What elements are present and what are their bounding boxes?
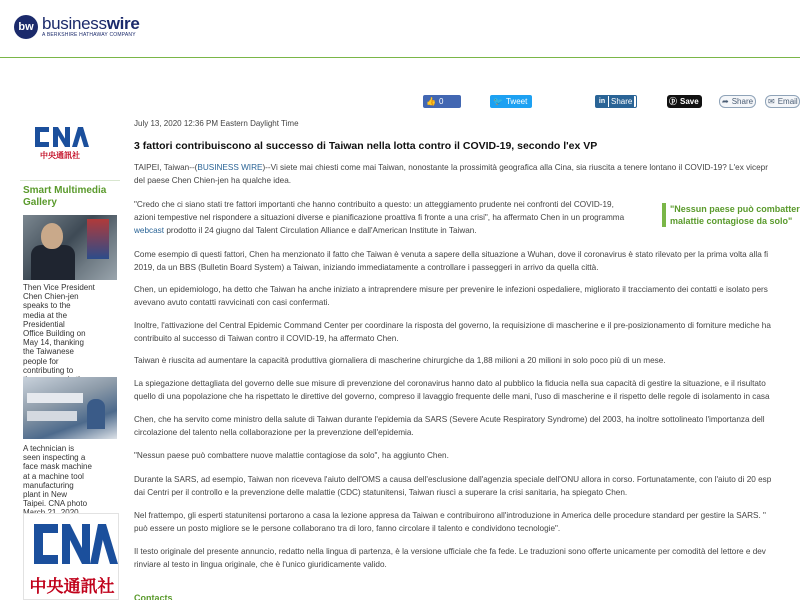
gallery-caption-2: A technician is seen inspecting a face mask machine at a machine tool manufacturing plant in New Taipei. CNA photo — [23, 444, 92, 509]
article: July 13, 2020 12:36 PM Eastern Daylight Time 3 fattori contribuiscono al successo di Taiwan nella lotta contro il COVID-19, secondo l'ex VP TAIPEI, Taiwan--(BUSINESS WIRE)--Vi siete mai chiesti come mai Taiwan, nonostante la prossimità geografica alla Cina, sia riuscita a tenere lontano il COVID-19? L'ex vicepr del paese Chen Chien-jen ha qualche idea. "Credo che ci siano stati tre fattori importanti che hanno contribuito a questo: un atteggiamento prudente nei confronti del COVID-19, azioni tempestive nel rispondere a situazioni diverse e pianificazione proattiva fi fronte a una crisi", ha affermato Chen in un programma webcast prodotto il 24 giugno dal Talent Circulation Alliance e dall'American Institute in Taiwan. Come esempio di questi fattori, Chen ha menzionato il fatto che Taiwan è venuta a sapere della situazione a Wuhan, dove il coronavirus è stato rilevato per la prima volta alla fi 2019, da un BBS (Bulletin Board System) a Taiwan, iniziando immediatamente a controllare i passeggeri in arrivo da quella città. Chen, un epidemiologo, ha detto che Taiwan ha anche iniziato a intraprendere misure per prevenire le infezioni ospedaliere, migliorato il tracciamento dei contatti e isolato pers avevano avuto contatti ravvicinati con casi confermati. Inoltre, l'attivazione del Central Epidemic Command Center per coordinare la risposta del governo, la requisizione di mascherine e il pre-posizionamento di forniture mediche ha contribuito al successo di Taiwan contro il COVID-19, ha affermato Chen. Taiwan è riuscita ad aumentare la capacità produttiva giornaliera di mascherine chirurgiche da 1,88 milioni a 20 milioni in solo poco più di un mese. La spiegazione dettagliata del governo delle sue misure di prevenzione del coronavirus hanno dato al pubblico la fiducia nella sua capacità di gestire la situazione, e il risultato quello di una popolazione che ha rispettato le direttive del governo, compreso il lavaggio frequente delle mani, l'uso di mascherine e il rispetto delle regole di isolamento in casa Chen, che ha servito come ministro della salute di Taiwan durante l'epidemia da SARS (Severe Acute Respiratory Syndrome) del 2003, ha inoltre sottolineato l'importanza dell circolazione del talento nella collaborazione per la prevenzione dell'epidemia. "Nessun paese può combattere nuove malattie contagiose da solo", ha aggiunto Chen. Durante la SARS, ad esempio, Taiwan non riceveva l'aiuto dell'OMS a causa dell'esclusione dall'agenzia speciale dell'ONU allora in corso. Fortunatamente, con l'aiuto di 20 esp dai Centri per il controllo e la prevenzione delle malattie (CDC) statunitensi, Taiwan riuscì a superare la crisi sanitaria, ha spiegato Chen. Nel frattempo, gli esperti statunitensi portarono a casa la lezione appresa da Taiwan e contribuirono all'introduzione in America delle procedure standard per gestire la SARS. " può essere un posto migliore se le persone collaborano tra di loro, fanno circolare il talento e condividono tecnologie". Il testo originale del presente annuncio, redatto nella lingua di partenza, è la versione ufficiale che fa fede. Le traduzioni sono offerte unicamente per comodità del lettore e dev rinviare al testo in lingua originale, che è l'unico giuridicamente valido. Contacts — [134, 119, 800, 128]
cna-large-chinese-label: 中央通訊社 — [29, 577, 115, 597]
site-header — [0, 0, 800, 58]
paragraph-8: Chen, che ha servito come ministro della salute di Taiwan durante l'epidemia da SARS (Severe Acute Respiratory Syndrome) del 2003, ha inoltre sottolineato l'importanza dell — [134, 415, 765, 424]
linkedin-icon: in — [596, 96, 608, 107]
business-wire-link[interactable]: BUSINESS WIRE — [197, 163, 263, 172]
thumbs-up-icon: 👍 — [426, 97, 436, 106]
paragraph-1: TAIPEI, Taiwan--(BUSINESS WIRE)--Vi siete mai chiesti come mai Taiwan, nonostante la prossimità geografica alla Cina, sia riuscita a tenere lontano il COVID-19? L'ex vicepr — [134, 163, 768, 172]
pinterest-icon: ⓟ — [669, 97, 677, 106]
paragraph-12: Il testo originale del presente annuncio, redatto nella lingua di partenza, è la versione ufficiale che fa fede. Le traduzioni sono offerte unicamente per comodità del lettore e dev — [134, 547, 766, 556]
paragraph-5: Inoltre, l'attivazione del Central Epidemic Command Center per coordinare la risposta del governo, la requisizione di mascherine e il pre-posizionamento di forniture mediche ha — [134, 321, 771, 330]
cna-logo-small[interactable] — [25, 125, 95, 161]
contacts-heading: Contacts — [134, 593, 173, 600]
article-date: July 13, 2020 12:36 PM Eastern Daylight Time — [134, 119, 299, 128]
paragraph-6: Taiwan è riuscita ad aumentare la capacità produttiva giornaliera di mascherine chirurgiche da 1,88 milioni a 20 milioni in solo poco più di un mese. — [134, 356, 666, 365]
logo-wordmark: businesswire — [42, 14, 140, 33]
sidebar-divider — [20, 180, 120, 181]
gallery-photo-factory[interactable] — [23, 377, 117, 439]
webcast-link[interactable]: webcast — [134, 226, 165, 235]
pull-quote: "Nessun paese può combatter malattie contagiose da solo" — [662, 203, 800, 227]
linkedin-share-button[interactable]: in Share — [595, 95, 637, 108]
share-button[interactable]: ➦ Share — [719, 95, 756, 108]
paragraph-4: Chen, un epidemiologo, ha detto che Taiwan ha anche iniziato a intraprendere misure per prevenire le infezioni ospedaliere, migliorato il tracciamento dei contatti e isolato pers — [134, 285, 768, 294]
paragraph-2: "Credo che ci siano stati tre fattori importanti che hanno contribuito a questo: un atteggiamento prudente nei confronti del COVID-19, — [134, 200, 614, 209]
cna-logo-large[interactable] — [23, 513, 119, 600]
email-icon: ✉ — [768, 97, 775, 106]
paragraph-3: Come esempio di questi fattori, Chen ha menzionato il fatto che Taiwan è venuta a sapere della situazione a Wuhan, dove il coronavirus è stato rilevato per la prima volta alla fi — [134, 250, 769, 259]
businesswire-logo[interactable] — [14, 15, 140, 39]
cna-small-chinese-label: 中央通訊社 — [40, 151, 80, 160]
paragraph-9: "Nessun paese può combattere nuove malattie contagiose da solo", ha aggiunto Chen. — [134, 451, 449, 460]
logo-mark: bw — [14, 15, 38, 39]
smart-multimedia-gallery-title[interactable]: Smart Multimedia Gallery — [23, 185, 107, 208]
pinterest-save-button[interactable]: ⓟ Save — [667, 95, 702, 108]
paragraph-11: Nel frattempo, gli esperti statunitensi portarono a casa la lezione appresa da Taiwan e contribuirono all'introduzione in America delle procedure standard per gestire la SARS. " — [134, 511, 766, 520]
logo-tagline: A BERKSHIRE HATHAWAY COMPANY — [42, 32, 136, 38]
twitter-bird-icon: 🐦 — [493, 97, 503, 106]
article-title: 3 fattori contribuiscono al successo di Taiwan nella lotta contro il COVID-19, secondo l'ex VP — [134, 140, 598, 152]
share-icon: ➦ — [722, 97, 729, 106]
share-bar — [0, 95, 800, 109]
paragraph-7: La spiegazione dettagliata del governo delle sue misure di prevenzione del coronavirus hanno dato al pubblico la fiducia nella sua capacità di gestire la situazione, e il risultato — [134, 379, 766, 388]
paragraph-10: Durante la SARS, ad esempio, Taiwan non riceveva l'aiuto dell'OMS a causa dell'esclusione dall'agenzia speciale dell'ONU allora in corso. Fortunatamente, con l'aiuto di 20 esp — [134, 475, 772, 484]
facebook-like-button[interactable]: 👍 0 — [423, 95, 461, 108]
gallery-caption-1: Then Vice President Chen Chien-jen speaks to the media at the Presidential Office Building on May 14, thanking the Taiwanese people for contributing to — [23, 283, 119, 412]
gallery-photo-chen[interactable] — [23, 215, 117, 280]
tweet-button[interactable]: 🐦 Tweet — [490, 95, 532, 108]
email-button[interactable]: ✉ Email — [765, 95, 800, 108]
